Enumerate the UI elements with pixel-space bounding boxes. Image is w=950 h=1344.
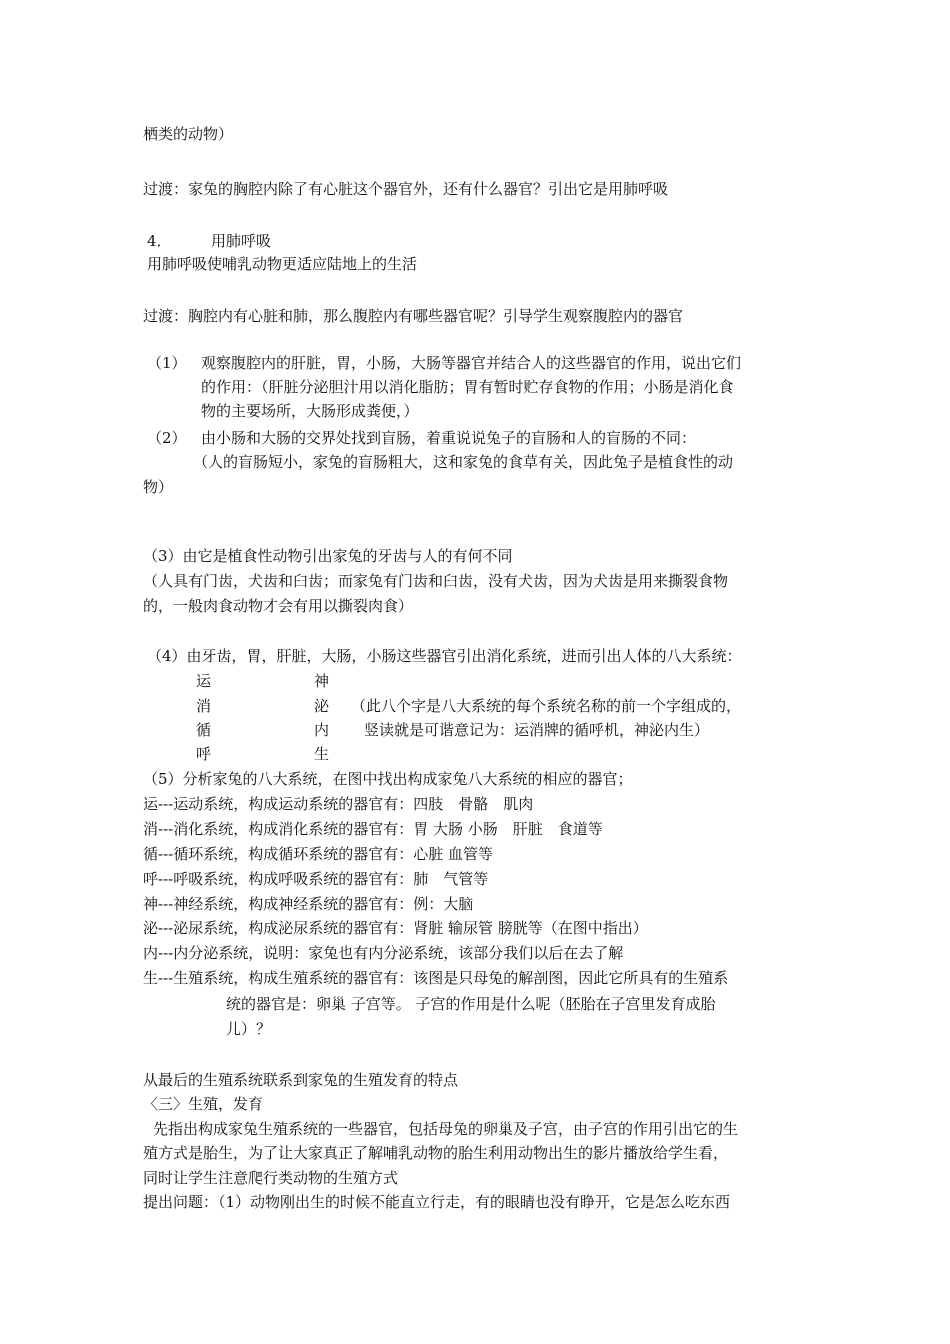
system-line: 循---循环系统，构成循环系统的器官有：心脏 血管等 — [143, 845, 493, 863]
text-line: （人具有门齿，犬齿和臼齿；而家兔有门齿和臼齿，没有犬齿，因为犬齿是用来撕裂食物 — [143, 572, 729, 590]
system-line: 呼---呼吸系统，构成呼吸系统的器官有：肺 气管等 — [143, 870, 489, 888]
system-line: 统的器官是：卵巢 子宫等。 子宫的作用是什么呢（胚胎在子宫里发育成胎 — [226, 995, 716, 1013]
text-line: （5）分析家兔的八大系统，在图中找出构成家兔八大系统的相应的器官； — [143, 770, 633, 788]
system-line: 内---内分泌系统，说明：家兔也有内分泌系统，该部分我们以后在去了解 — [143, 944, 624, 962]
list-number: （1） — [147, 354, 187, 372]
mnemonic-note: 竖读就是可谐意记为：运消牌的循呼机，神泌内生） — [364, 721, 710, 739]
text-line: 提出问题：（1）动物刚出生的时候不能直立行走，有的眼睛也没有睁开，它是怎么吃东西 — [143, 1193, 731, 1211]
text-line: （4）由牙齿，胃，肝脏，大肠，小肠这些器官引出消化系统，进而引出人体的八大系统： — [147, 647, 742, 665]
section-heading: 〈三〉生殖，发育 — [143, 1095, 264, 1113]
text-line: （人的盲肠短小，家兔的盲肠粗大，这和家兔的食草有关，因此兔子是植食性的动 — [193, 453, 734, 471]
text-line: 先指出构成家兔生殖系统的一些器官，包括母兔的卵巢及子宫，由子宫的作用引出它的生 — [153, 1120, 739, 1138]
text-line: 的作用：（肝脏分泌胆汁用以消化脂肪；胃有暂时贮存食物的作用；小肠是消化食 — [201, 378, 734, 396]
text-line: 由小肠和大肠的交界处找到盲肠，着重说说兔子的盲肠和人的盲肠的不同： — [201, 429, 697, 447]
mnemonic-char: 消 — [196, 697, 212, 715]
list-number: （2） — [147, 429, 187, 447]
mnemonic-char: 运 — [196, 672, 212, 690]
mnemonic-char: 生 — [314, 745, 330, 763]
text-line: 观察腹腔内的肝脏，胃，小肠，大肠等器官并结合人的这些器官的作用，说出它们 — [201, 354, 742, 372]
mnemonic-note: （此八个字是八大系统的每个系统名称的前一个字组成的， — [351, 697, 742, 715]
text-line: 用肺呼吸使哺乳动物更适应陆地上的生活 — [147, 255, 418, 273]
mnemonic-char: 循 — [196, 721, 212, 739]
text-line: 栖类的动物） — [143, 125, 234, 143]
system-line: 神---神经系统，构成神经系统的器官有：例：大脑 — [143, 895, 474, 913]
system-line: 儿）？ — [226, 1020, 272, 1038]
system-line: 消---消化系统，构成消化系统的器官有：胃 大肠 小肠 肝脏 食道等 — [143, 820, 603, 838]
system-line: 生---生殖系统，构成生殖系统的器官有：该图是只母兔的解剖图，因此它所具有的生殖系 — [143, 969, 729, 987]
section-number: 4． — [147, 232, 172, 250]
mnemonic-char: 呼 — [196, 745, 212, 763]
text-line: 的，一般肉食动物才会有用以撕裂肉食） — [143, 597, 414, 615]
system-line: 运---运动系统，构成运动系统的器官有：四肢 骨骼 肌肉 — [143, 795, 534, 813]
text-line: 物的主要场所，大肠形成粪便，） — [201, 402, 419, 420]
section-heading: 用肺呼吸 — [211, 232, 272, 250]
mnemonic-char: 泌 — [314, 697, 330, 715]
mnemonic-char: 神 — [314, 672, 330, 690]
text-line: 同时让学生注意爬行类动物的生殖方式 — [143, 1169, 399, 1187]
system-line: 泌---泌尿系统，构成泌尿系统的器官有：肾脏 输尿管 膀胱等（在图中指出） — [143, 919, 648, 937]
text-line: 殖方式是胎生，为了让大家真正了解哺乳动物的胎生利用动物出生的影片播放给学生看， — [143, 1144, 729, 1162]
mnemonic-char: 内 — [314, 721, 330, 739]
text-line: 过渡：家兔的胸腔内除了有心脏这个器官外，还有什么器官？引出它是用肺呼吸 — [143, 180, 669, 198]
text-line: （3）由它是植食性动物引出家兔的牙齿与人的有何不同 — [143, 547, 513, 565]
text-line: 从最后的生殖系统联系到家兔的生殖发育的特点 — [143, 1071, 459, 1089]
text-line: 物） — [143, 478, 174, 496]
text-line: 过渡：胸腔内有心脏和肺，那么腹腔内有哪些器官呢？引导学生观察腹腔内的器官 — [143, 307, 684, 325]
